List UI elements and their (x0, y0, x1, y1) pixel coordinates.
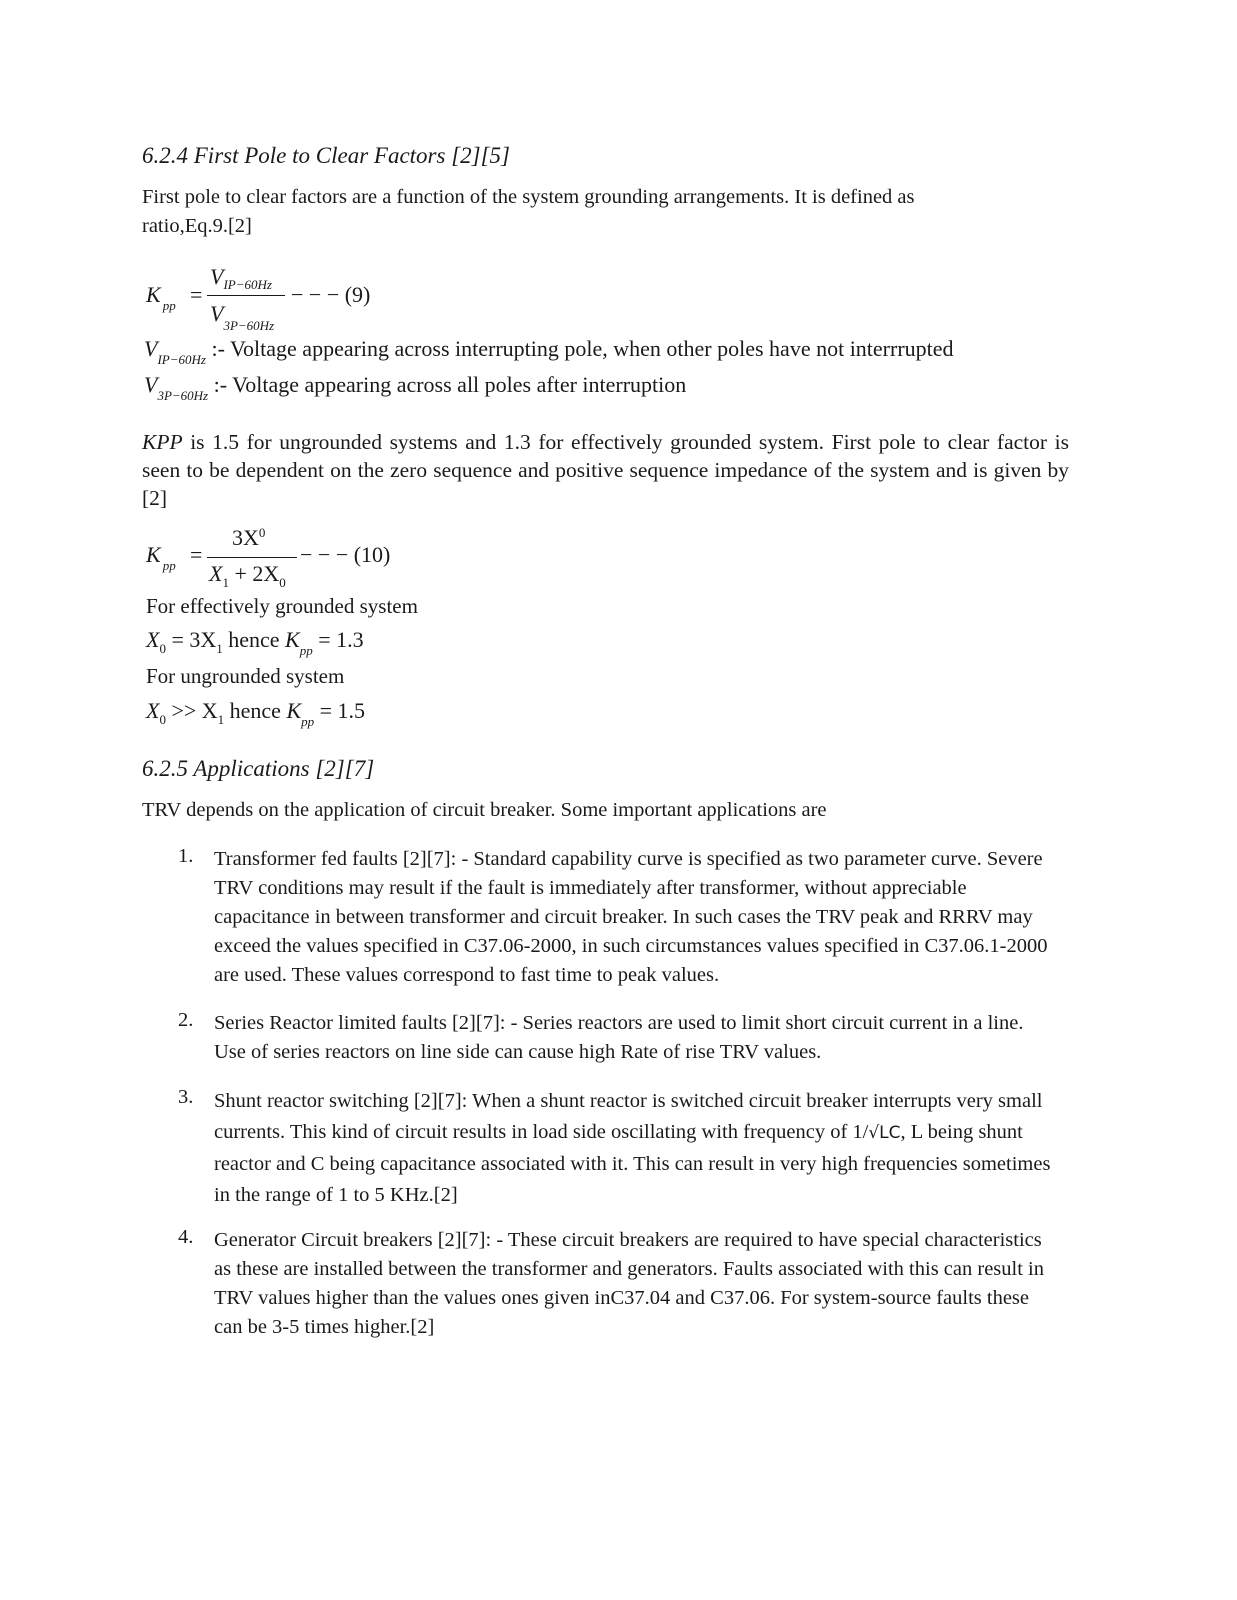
eq9-denominator: $V_{3P-60Hz}$ (210, 301, 275, 333)
eq9-lhs: K $_{pp}$ (146, 282, 176, 313)
applications-intro: TRV depends on the application of circuit breaker. Some important applications are (142, 799, 827, 821)
list-item-series-reactor-faults: Series Reactor limited faults [2][7]: - Series reactors are used to limit short circuit current in a line. Use of series reactors on line side can cause high Rate of rise TRV values. (214, 1012, 1024, 1063)
kpp-symbol: KPP (142, 430, 183, 454)
intro-paragraph-line-1: First pole to clear factors are a function of the system grounding arrangements. It is defined as (142, 186, 915, 208)
case-ungrounded-equation: $X_0 >> X_1$ hence $K_{pp} = 1.5$ (146, 698, 366, 729)
section-heading-6-2-5: 6.2.5 Applications [2][7] (142, 756, 375, 781)
eq10-numerator: $3X^0$ (232, 525, 266, 550)
intro-paragraph-line-2: ratio,Eq.9.[2] (142, 215, 252, 237)
eq10-denominator: $X_1 + 2X_0$ (209, 561, 286, 590)
eq9-equals: = (190, 282, 203, 307)
list-item-number: 3. (178, 1086, 194, 1108)
eq10-lhs: K $_{pp}$ (146, 542, 176, 573)
definition-v-ip: $V_{IP-60Hz}$ :- Voltage appearing across interrupting pole, when other poles have not interrrupted (144, 336, 954, 367)
case-effective-equation: $X_0 = 3X_1$ hence $K_{pp} = 1.3$ (146, 627, 364, 658)
kpp-paragraph: KPP is 1.5 for ungrounded systems and 1.3 for effectively grounded system. First pole to clear factor is seen to be dependent on the zero sequence and positive sequence impedance of the system and is given by [2] (142, 430, 1069, 510)
list-item-number: 1. (178, 845, 194, 867)
section-heading-6-2-4: 6.2.4 First Pole to Clear Factors [2][5] (142, 143, 511, 168)
case-ungrounded-label: For ungrounded system (146, 664, 345, 688)
eq10-equals: = (190, 542, 203, 567)
eq9-tag: − − − (9) (291, 282, 371, 307)
eq9-numerator: $V_{IP-60Hz}$ (210, 264, 272, 292)
sqrt-lc-symbol: √LC (868, 1123, 901, 1143)
list-item-number: 4. (178, 1226, 194, 1248)
definition-v-3p: $V_{3P-60Hz}$ :- Voltage appearing across all poles after interruption (144, 372, 687, 403)
list-item-transformer-fed-faults: Transformer fed faults [2][7]: - Standard capability curve is specified as two parameter curve. Severe TRV conditions may result if the fault is immediately after transformer, without appreciable capacitance in between transformer and circuit breaker. In such cases the TRV peak and RRRV may exceed the values specified in C37.06-2000, in such circumstances values specified in C37.06.1-2000 are used. These values correspond to fast time to peak values. (214, 848, 1048, 986)
list-item-number: 2. (178, 1009, 194, 1031)
list-item-shunt-reactor-switching: Shunt reactor switching [2][7]: When a shunt reactor is switched circuit breaker interrupts very small currents. This kind of circuit results in load side oscillating with frequency of 1/√LC, L being shunt reactor and C being capacitance associated with it. This can result in very high frequencies sometimes in the range of 1 to 5 KHz.[2] (214, 1090, 1051, 1206)
eq9-fraction-bar (207, 295, 285, 296)
list-item-generator-circuit-breakers: Generator Circuit breakers [2][7]: - These circuit breakers are required to have special characteristics as these are installed between the transformer and generators. Faults associated with this can result in TRV values higher than the values ones given inC37.04 and C37.06. For system-source faults these can be 3-5 times higher.[2] (214, 1229, 1044, 1338)
eq10-tag: − − − (10) (300, 542, 391, 567)
eq10-fraction-bar (207, 557, 297, 558)
case-effective-label: For effectively grounded system (146, 594, 418, 618)
